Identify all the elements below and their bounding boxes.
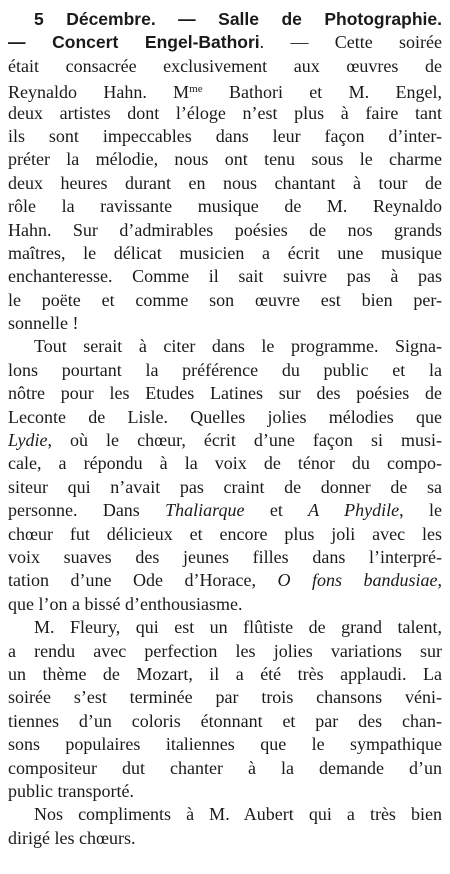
article-line: était consacrée exclusivement aux œuvres de [8,55,442,76]
article-line: Nos compliments à M. Aubert qui a très bien [34,804,442,825]
article-line [8,8,442,31]
article-line: nôtre pour les Etudes Latines sur des poésies de [8,383,442,404]
article-line: deux heures durant en nous chantant à tour de [8,172,442,193]
line-text: Cette soirée [334,32,442,53]
line-text: et [244,500,309,521]
article-line: préter la mélodie, nous ont tenu sous le charme [8,149,442,170]
heading-separator: — [155,9,219,29]
article-line: enchanteresse. Comme il sait suivre pas à pas [8,266,442,287]
line-text: , [437,570,442,591]
line-text: Bathori et M. Engel, [202,82,442,102]
article-line: ils sont impeccables dans leur façon d’inter- [8,125,442,146]
superscript: me [189,83,203,96]
line-text: , où le chœur, écrit d’une façon si musi- [47,430,442,451]
article-line: dirigé les chœurs. [8,827,136,848]
article-venue: Salle de Photographie. [218,9,442,29]
article-line: cale, a répondu à la voix de ténor du compo- [8,453,442,474]
article-line [8,31,442,54]
article-line: tiennes d’un coloris étonnant et par des chan- [8,710,442,731]
article-line: maîtres, le délicat musicien a écrit une musique [8,242,442,263]
article-line: deux artistes dont l’éloge n’est plus à faire tant [8,102,442,123]
article-line: M. Fleury, qui est un flûtiste de grand talent, [34,617,442,638]
article-line: rôle la ravissante musique de M. Reynaldo [8,196,442,217]
article-line: le poëte et comme son œuvre est bien per- [8,289,442,310]
article-line: compositeur dut chanter à la demande d’un [8,757,442,778]
article-line: chœur fut délicieux et encore plus joli avec les [8,523,442,544]
article-date: 5 Décembre. [34,9,156,29]
article-line: un thème de Mozart, il a été très applaudi. La [8,663,442,684]
article-line: Hahn. Sur d’admirables poésies de nos grands [8,219,442,240]
article-line [8,78,442,101]
article-line: voix suaves des jeunes filles dans l’interpré- [8,546,442,567]
article-line: a rendu avec perfection les jolies variations sur [8,640,442,661]
line-text: tation d’une Ode d’Horace, [8,570,278,591]
heading-separator: — [8,32,53,53]
italic-title: O fons bandusiae [277,570,438,591]
article-line: siteur qui n’avait pas craint de donner de sa [8,476,442,497]
article-line: sons populaires italiennes que le sympathique [8,734,442,755]
article-line: lons pourtant la préférence du public et la [8,359,442,380]
line-text: personne. Dans [8,500,166,521]
italic-title: A Phydile [308,500,400,521]
article-line: Leconte de Lisle. Quelles jolies mélodies que [8,406,442,427]
article-line [8,499,442,522]
italic-title: Thaliarque [165,500,245,521]
article-line: public transporté. [8,780,134,801]
article-line: Tout serait à citer dans le programme. Signa- [34,336,442,357]
article-concert-title: Concert Engel-Bathori [52,32,260,53]
line-text: , le [399,500,442,521]
line-text: Reynaldo Hahn. M [8,82,190,102]
article-line: que l’on a bissé d’enthousiasme. [8,593,243,614]
article-line: soirée s’est terminée par trois chansons véni- [8,687,442,708]
article-line [8,429,442,452]
heading-separator: . — [259,32,335,53]
article-line [8,569,442,592]
article-line: sonnelle ! [8,313,79,334]
italic-title: Lydie [8,430,48,451]
